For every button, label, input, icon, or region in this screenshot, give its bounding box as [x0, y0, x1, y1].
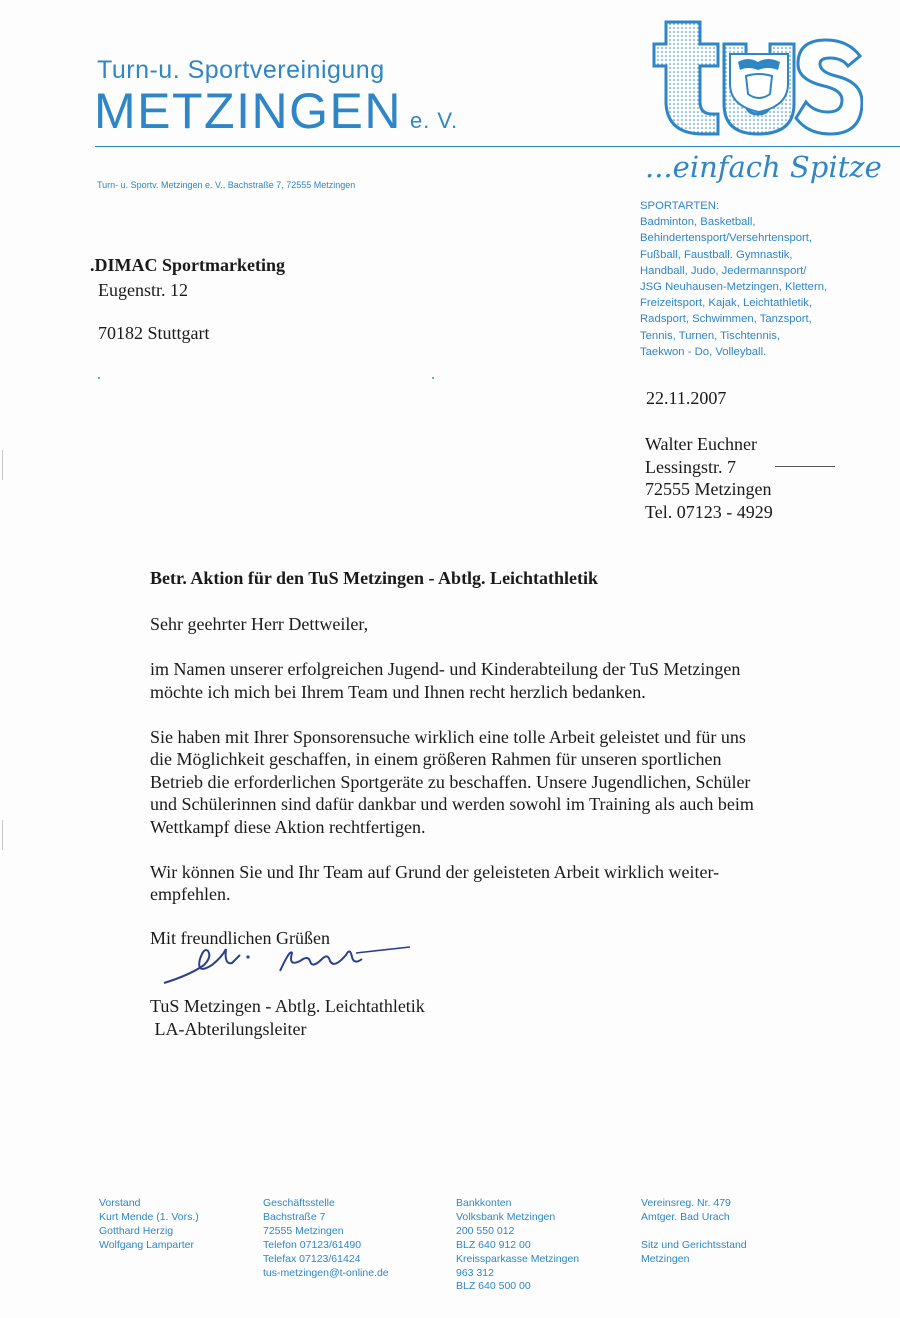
footer-line: Vereinsreg. Nr. 479 — [641, 1197, 731, 1209]
signoff-role: LA-Abterilungsleiter — [150, 1018, 307, 1039]
sports-line: Tennis, Turnen, Tischtennis, — [640, 329, 781, 342]
letter-subject: Betr. Aktion für den TuS Metzingen - Abtlg. Leichtathletik — [150, 568, 599, 588]
sports-list — [640, 198, 827, 360]
sports-line: Freizeitsport, Kajak, Leichtathletik, — [640, 297, 813, 310]
paragraph — [150, 658, 840, 703]
letter-body — [150, 613, 840, 928]
paragraph — [150, 861, 840, 906]
sports-line: Behindertensport/Versehrtensport, — [640, 232, 813, 245]
footer-line: Kreissparkasse Metzingen — [456, 1252, 580, 1265]
org-suffix: e. V. — [409, 108, 459, 133]
org-city: METZINGEN — [94, 83, 402, 139]
sender-city: 72555 Metzingen — [645, 479, 772, 499]
footer-line: Telefax 07123/61424 — [263, 1252, 361, 1265]
footer-line: Volksbank Metzingen — [456, 1210, 556, 1223]
return-address-line: Turn- u. Sportv. Metzingen e. V., Bachstraße 7, 72555 Metzingen — [97, 180, 356, 190]
footer-line: Telefon 07123/61490 — [263, 1238, 362, 1251]
sender-street: Lessingstr. 7 — [645, 456, 737, 477]
footer-line: BLZ 640 912 00 — [456, 1238, 531, 1251]
handwritten-signature — [160, 935, 420, 1000]
paragraph-line: Wettkampf diese Aktion rechtfertigen. — [150, 816, 426, 837]
fold-mark — [2, 820, 3, 850]
sports-line: Radsport, Schwimmen, Tanzsport, — [640, 313, 812, 326]
footer-line: Gotthard Herzig — [99, 1224, 174, 1237]
footer-line: 200 550 012 — [456, 1224, 515, 1237]
fold-mark — [2, 450, 3, 480]
signoff-org: TuS Metzingen - Abtlg. Leichtathletik — [150, 996, 425, 1016]
sports-line: JSG Neuhausen-Metzingen, Klettern, — [640, 281, 828, 294]
paragraph-line: empfehlen. — [150, 884, 231, 904]
sports-line: Fußball, Faustball. Gymnastik, — [640, 248, 793, 261]
pen-stroke — [775, 466, 835, 467]
org-name-line1: Turn-u. Sportvereinigung — [97, 56, 385, 84]
sports-line: Badminton, Basketball, — [640, 216, 756, 229]
footer-spacer — [641, 1225, 747, 1239]
sender-phone: Tel. 07123 - 4929 — [645, 501, 773, 522]
footer-email: tus-metzingen@t-online.de — [263, 1266, 389, 1279]
slogan: ...einfach Spitze — [645, 150, 882, 184]
sports-line: Taekwon - Do, Volleyball. — [640, 345, 767, 358]
recipient-address — [90, 253, 285, 346]
closing: Mit freundlichen Grüßen — [150, 928, 330, 948]
paragraph-line: Sie haben mit Ihrer Sponsorensuche wirklich eine tolle Arbeit geleistet und für uns — [150, 726, 746, 747]
paragraph-line: Wir können Sie und Ihr Team auf Grund der geleisteten Arbeit wirklich weiter- — [150, 861, 720, 882]
window-mark-right — [432, 377, 434, 379]
recipient-name: .DIMAC Sportmarketing — [90, 255, 285, 275]
salutation: Sehr geehrter Herr Dettweiler, — [150, 614, 369, 634]
window-mark-left — [98, 377, 100, 379]
header-rule — [95, 146, 900, 147]
sender-name: Walter Euchner — [645, 434, 757, 454]
sender-address — [645, 433, 773, 523]
footer-line: Sitz und Gerichtsstand — [641, 1238, 747, 1251]
footer-office — [263, 1197, 389, 1280]
footer-line: BLZ 640 500 00 — [456, 1280, 531, 1293]
sports-line: Handball, Judo, Jedermannsport/ — [640, 264, 807, 277]
footer-line: Bachstraße 7 — [263, 1210, 326, 1223]
club-logo — [648, 14, 863, 144]
paragraph-line: und Schülerinnen sind dafür dankbar und werden sowohl im Training als auch beim — [150, 794, 754, 814]
footer-line: 963 312 — [456, 1266, 494, 1279]
signoff — [150, 995, 425, 1040]
footer-heading: Bankkonten — [456, 1197, 512, 1209]
footer-heading: Geschäftsstelle — [263, 1197, 335, 1209]
paragraph-line: im Namen unserer erfolgreichen Jugend- und Kinderabteilung der TuS Metzingen — [150, 659, 741, 679]
footer-line: Amtger. Bad Urach — [641, 1210, 730, 1223]
footer-board — [99, 1197, 199, 1253]
recipient-city: 70182 Stuttgart — [98, 323, 210, 343]
footer-line: Wolfgang Lamparter — [99, 1238, 194, 1251]
org-name-line2 — [94, 83, 459, 139]
paragraph-line: die Möglichkeit geschaffen, in einem größeren Rahmen für unseren sportlichen — [150, 749, 722, 769]
sports-heading: SPORTARTEN: — [640, 200, 720, 212]
footer-line: 72555 Metzingen — [263, 1224, 344, 1237]
paragraph — [150, 726, 840, 839]
footer-heading: Vorstand — [99, 1197, 141, 1209]
footer-line: Metzingen — [641, 1252, 690, 1265]
footer-banks — [456, 1197, 579, 1294]
paragraph-line: Betrieb die erforderlichen Sportgeräte zu beschaffen. Unsere Jugendlichen, Schüler — [150, 771, 751, 792]
paragraph-line: möchte ich mich bei Ihrem Team und Ihnen recht herzlich bedanken. — [150, 681, 646, 702]
recipient-street: Eugenstr. 12 — [98, 280, 188, 300]
letter-date: 22.11.2007 — [646, 388, 727, 408]
footer-line: Kurt Mende (1. Vors.) — [99, 1210, 199, 1223]
footer-registry — [641, 1197, 747, 1267]
